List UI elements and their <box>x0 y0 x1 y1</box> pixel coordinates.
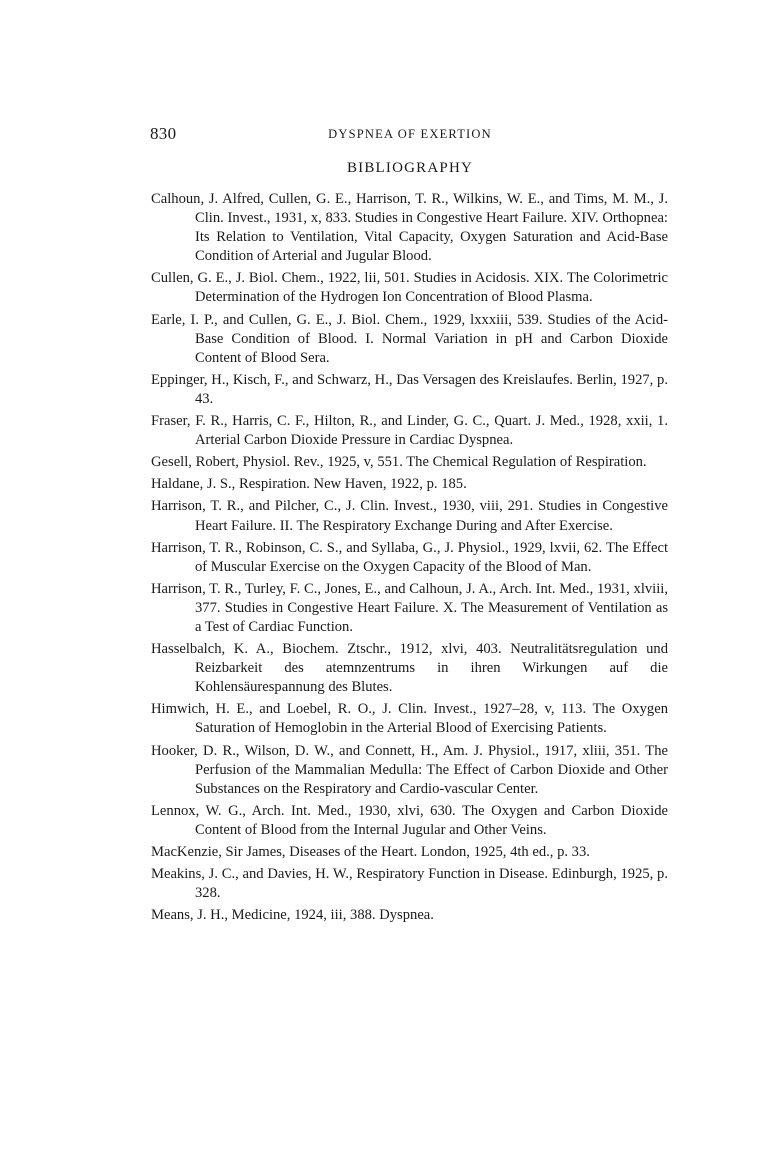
reference-entry: MacKenzie, Sir James, Diseases of the Heart. London, 1925, 4th ed., p. 33. <box>151 844 590 860</box>
page-number: 830 <box>150 124 177 143</box>
reference-entry: Eppinger, H., Kisch, F., and Schwarz, H., Das Versagen des Kreislaufes. Berlin, 1927, p. 43. <box>151 371 668 407</box>
reference-entry: Harrison, T. R., Robinson, C. S., and Syllaba, G., J. Physiol., 1929, lxvii, 62. The Effect of Muscular Exercise on the Oxygen Capacity of the Blood of Man. <box>151 539 668 575</box>
reference-entry: Meakins, J. C., and Davies, H. W., Respiratory Function in Disease. Edinburgh, 1925, p. 328. <box>151 866 668 902</box>
reference-entry: Calhoun, J. Alfred, Cullen, G. E., Harrison, T. R., Wilkins, W. E., and Tims, M. M., J. Clin. Invest., 1931, x, 833. Studies in Congestive Heart Failure. XIV. Orthopnea: Its Relation to Ventilation, Vital Capacity, Oxygen Saturation and Acid-Base Condition of Arterial and Jugular Blood. <box>151 191 668 265</box>
reference-entry: Hasselbalch, K. A., Biochem. Ztschr., 1912, xlvi, 403. Neutralitätsregulation und Reizbarkeit des atemnzentrums in ihren Wirkungen auf die Kohlensäurespannung des Blutes. <box>151 641 668 696</box>
reference-entry: Haldane, J. S., Respiration. New Haven, 1922, p. 185. <box>151 476 467 493</box>
reference-entry: Fraser, F. R., Harris, C. F., Hilton, R., and Linder, G. C., Quart. J. Med., 1928, xxii, 1. Arterial Carbon Dioxide Pressure in Cardiac Dyspnea. <box>151 413 668 449</box>
reference-entry: Earle, I. P., and Cullen, G. E., J. Biol. Chem., 1929, lxxxiii, 539. Studies of the Acid-Base Condition of Blood. I. Normal Variation in pH and Carbon Dioxide Content of Blood Sera. <box>151 311 668 366</box>
reference-entry: Himwich, H. E., and Loebel, R. O., J. Clin. Invest., 1927–28, v, 113. The Oxygen Saturation of Hemoglobin in the Arterial Blood of Exercising Patients. <box>151 701 668 737</box>
bibliography-list <box>151 190 668 928</box>
reference-entry: Harrison, T. R., Turley, F. C., Jones, E., and Calhoun, J. A., Arch. Int. Med., 1931, xlviii, 377. Studies in Congestive Heart Failure. X. The Measurement of Ventilation as a Test of Cardiac Function. <box>151 580 668 635</box>
reference-entry: Lennox, W. G., Arch. Int. Med., 1930, xlvi, 630. The Oxygen and Carbon Dioxide Content of Blood from the Internal Jugular and Other Veins. <box>151 802 668 838</box>
reference-entry: Harrison, T. R., and Pilcher, C., J. Clin. Invest., 1930, viii, 291. Studies in Congestive Heart Failure. II. The Respiratory Exchange During and After Exercise. <box>151 498 668 534</box>
reference-entry: Cullen, G. E., J. Biol. Chem., 1922, lii, 501. Studies in Acidosis. XIX. The Colorimetric Determination of the Hydrogen Ion Concentration of Blood Plasma. <box>151 270 668 306</box>
section-title: BIBLIOGRAPHY <box>346 160 474 176</box>
reference-entry: Hooker, D. R., Wilson, D. W., and Connett, H., Am. J. Physiol., 1917, xliii, 351. The Perfusion of the Mammalian Medulla: The Effect of Carbon Dioxide and Other Substances on the Respiratory and Cardio-vascular Center. <box>151 742 668 797</box>
reference-entry: Means, J. H., Medicine, 1924, iii, 388. Dyspnea. <box>151 907 434 924</box>
reference-entry: Gesell, Robert, Physiol. Rev., 1925, v, 551. The Chemical Regulation of Respiration. <box>151 454 647 471</box>
running-title: DYSPNEA OF EXERTION <box>328 127 492 141</box>
page-header <box>150 124 670 150</box>
